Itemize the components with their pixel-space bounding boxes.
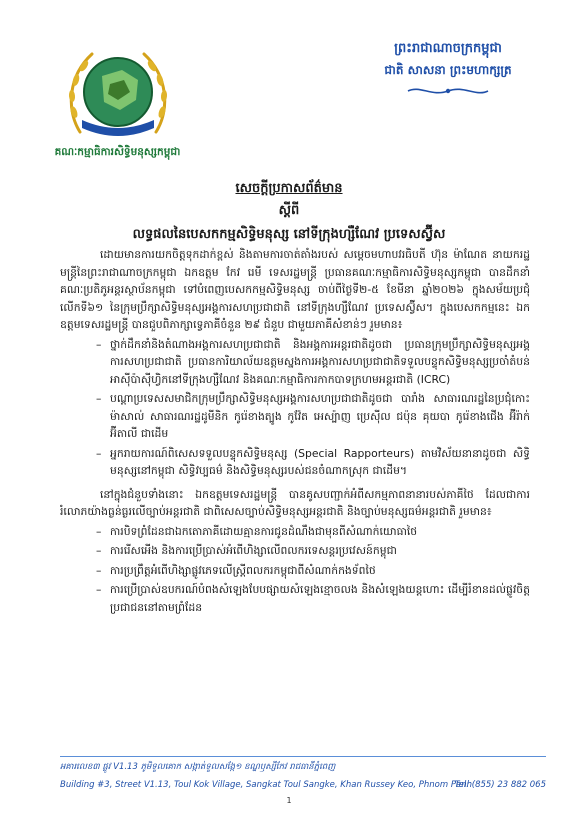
- page-number: 1: [286, 796, 292, 805]
- violations-intro-paragraph: នៅក្នុងជំនួបទាំងនោះ ឯកឧត្តមទេសរដ្ឋមន្ត្រី បានគូសបញ្ជាក់អំពីសកម្មភាពនានារបស់ភាគីថៃ ដែលជាការរំលោភយ៉ាងធ្ងន់ធ្ងរលើច្បាប់អន្តរជាតិ ជាពិសេសច្បាប់សិទ្ធិមនុស្សអន្តរជាតិ និងច្បាប់មនុស្សធម៌អន្តរជាតិ រួមមាន៖: [60, 487, 530, 518]
- list-item-text: ការប្រើប្រាស់ឧបករណ៍បំពងសំឡេងបែបផ្សាយសំឡេងខ្មោចលង និងសំឡេងយន្តហោះ ដើម្បីរំខានដល់ផ្លូវចិត្តប្រជាជននៅតាមព្រំដែន: [110, 583, 530, 614]
- document-type-title: សេចក្តីប្រកាសព័ត៌មាន: [235, 181, 343, 196]
- national-motto: ជាតិ សាសនា ព្រះមហាក្សត្រ: [384, 63, 512, 77]
- footer-telephone: Tel: (855) 23 882 065: [454, 780, 546, 790]
- list-item-text: ការប្រព្រឹត្តអំពើហិង្សាផ្លូវភេទលើស្ត្រីពលករកម្ពុជាពីសំណាក់កងទ័ពថៃ: [110, 563, 376, 577]
- list-item: – បណ្តាប្រទេសសមាជិកក្រុមប្រឹក្សាសិទ្ធិមនុស្សអង្គការសហប្រជាជាតិដូចជា បារាំង សាធារណរដ្ឋនៃប្រជុំកោះម៉ាសាល់ សាធារណរដ្ឋដូមីនិក កូរ៉េខាងត្បូង កូវ៉ែត អេស្ប៉ាញ ប្រេស៊ីល ជប៉ុន គុយបា កូរ៉េខាងជើង អ៊ីរ៉ាក់ អ៊ីតាលី ជាដើម: [96, 392, 530, 440]
- violations-list: [60, 523, 530, 617]
- meetings-list: [60, 336, 530, 480]
- list-item: – ថ្នាក់ដឹកនាំនិងតំណាងអង្គការសហប្រជាជាតិ និងអង្គការអន្តរជាតិដូចជា ប្រធានក្រុមប្រឹក្សាសិទ្ធិមនុស្សអង្គការសហប្រជាជាតិ ប្រធានការិយាល័យឧត្តមស្នងការអង្គការសហប្រជាជាតិទទួលបន្ទុកសិទ្ធិមនុស្សប្រចាំតំបន់អាស៊ីប៉ាស៊ីហ្វិកនៅទីក្រុងហ្សឺណែវ និងគណៈកម្មាធិការកាកបាទក្រហមអន្តរជាតិ (ICRC): [96, 337, 530, 386]
- organization-name: គណៈកម្មាធិការសិទ្ធិមនុស្សកម្ពុជា: [54, 146, 181, 158]
- footer-address-english: Building #3, Street V1.13, Toul Kok Village, Sangkat Toul Sangke, Khan Russey Keo, Phnom Penh: [60, 780, 472, 790]
- about-label: ស្តីពី: [278, 203, 300, 218]
- list-item-text: ការរើសអើង និងការប្រើប្រាស់អំពើហិង្សាលើពលករទេសន្តរប្រវេសន៍កម្ពុជា: [110, 544, 397, 557]
- intro-paragraph: ដោយមានការយកចិត្តទុកដាក់ខ្ពស់ និងតាមការចាត់តាំងរបស់ សម្តេចមហាបវរធិបតី ហ៊ុន ម៉ាណែត នាយករដ្ឋមន្ត្រីនៃព្រះរាជាណាចក្រកម្ពុជា ឯកឧត្តម កែវ រេមី ទេសរដ្ឋមន្ត្រី ប្រធានគណៈកម្មាធិការសិទ្ធិមនុស្សកម្ពុជា បានដឹកនាំគណៈប្រតិភូអន្តរស្ថាប័នកម្ពុជា ទៅបំពេញបេសកកម្មសិទ្ធិមនុស្ស ចាប់ពីថ្ងៃទី២-៥ ខែមីនា ឆ្នាំ២០២៦ ក្នុងសម័យប្រជុំលើកទី៦១ នៃក្រុមប្រឹក្សាសិទ្ធិមនុស្សអង្គការសហប្រជាជាតិ នៅទីក្រុងហ្សឺណែវ ប្រទេសស្វ៊ីស។ ក្នុងបេសកកម្មនេះ ឯកឧត្តមទេសរដ្ឋមន្ត្រី បានជួបពិភាក្សាទ្វេភាគីចំនួន ២៩ ជំនួប ជាមួយភាគីសំខាន់ៗ រួមមាន៖: [60, 248, 530, 331]
- ornament-divider-icon: [406, 84, 490, 98]
- footer-divider: [60, 756, 546, 757]
- list-item-text: បណ្តាប្រទេសសមាជិកក្រុមប្រឹក្សាសិទ្ធិមនុស្សអង្គការសហប្រជាជាតិដូចជា បារាំង សាធារណរដ្ឋនៃប្រជុំកោះម៉ាសាល់ សាធារណរដ្ឋដូមីនិក កូរ៉េខាងត្បូង កូវ៉ែត អេស្ប៉ាញ ប្រេស៊ីល ជប៉ុន គុយបា កូរ៉េខាងជើង អ៊ីរ៉ាក់ អ៊ីតាលី ជាដើម: [110, 392, 530, 440]
- commission-logo: [62, 40, 174, 144]
- kingdom-heading: ព្រះរាជាណាចក្រកម្ពុជា: [394, 41, 502, 56]
- list-item: – ការរើសអើង និងការប្រើប្រាស់អំពើហិង្សាលើពលករទេសន្តរប្រវេសន៍កម្ពុជា: [96, 544, 397, 557]
- footer-address-khmer: អគារលេខ៣ ផ្លូវ V1.13 ភូមិទួលគោក សង្កាត់ទួលសង្កែ១ ខណ្ឌឫស្សីកែវ រាជធានីភ្នំពេញ: [60, 762, 336, 772]
- list-item: – ការបិទព្រំដែនជាឯកតោភាគីដោយគ្មានការជូនដំណឹងជាមុនពីសំណាក់យោធាថៃ: [96, 524, 418, 538]
- list-item: – អ្នករាយការណ៍ពិសេសទទួលបន្ទុកសិទ្ធិមនុស្ស (Special Rapporteurs) តាមវិស័យនានាដូចជា សិទ្ធិមនុស្សនៅកម្ពុជា សិទ្ធិវប្បធម៌ និងសិទ្ធិមនុស្សរបស់ជនចំណាកស្រុក ជាដើម។: [96, 446, 530, 477]
- list-item-text: ថ្នាក់ដឹកនាំនិងតំណាងអង្គការសហប្រជាជាតិ និងអង្គការអន្តរជាតិដូចជា ប្រធានក្រុមប្រឹក្សាសិទ្ធិមនុស្សអង្គការសហប្រជាជាតិ ប្រធានការិយាល័យឧត្តមស្នងការអង្គការសហប្រជាជាតិទទួលបន្ទុកសិទ្ធិមនុស្សប្រចាំតំបន់អាស៊ីប៉ាស៊ីហ្វិកនៅទីក្រុងហ្សឺណែវ និងគណៈកម្មាធិការកាកបាទក្រហមអន្តរជាតិ (ICRC): [110, 337, 530, 386]
- list-item: – ការប្រើប្រាស់ឧបករណ៍បំពងសំឡេងបែបផ្សាយសំឡេងខ្មោចលង និងសំឡេងយន្តហោះ ដើម្បីរំខានដល់ផ្លូវចិត្តប្រជាជននៅតាមព្រំដែន: [96, 583, 530, 614]
- document-body: [60, 246, 530, 618]
- list-item: – ការប្រព្រឹត្តអំពើហិង្សាផ្លូវភេទលើស្ត្រីពលករកម្ពុជាពីសំណាក់កងទ័ពថៃ: [96, 563, 376, 577]
- document-subject: លទ្ធផលនៃបេសកកម្មសិទ្ធិមនុស្ស នៅទីក្រុងហ្សឺណែវ ប្រទេសស្វ៊ីស: [132, 227, 446, 242]
- list-item-text: ការបិទព្រំដែនជាឯកតោភាគីដោយគ្មានការជូនដំណឹងជាមុនពីសំណាក់យោធាថៃ: [110, 524, 418, 538]
- list-item-text: អ្នករាយការណ៍ពិសេសទទួលបន្ទុកសិទ្ធិមនុស្ស (Special Rapporteurs) តាមវិស័យនានាដូចជា សិទ្ធិមនុស្សនៅកម្ពុជា សិទ្ធិវប្បធម៌ និងសិទ្ធិមនុស្សរបស់ជនចំណាកស្រុក ជាដើម។: [110, 446, 530, 477]
